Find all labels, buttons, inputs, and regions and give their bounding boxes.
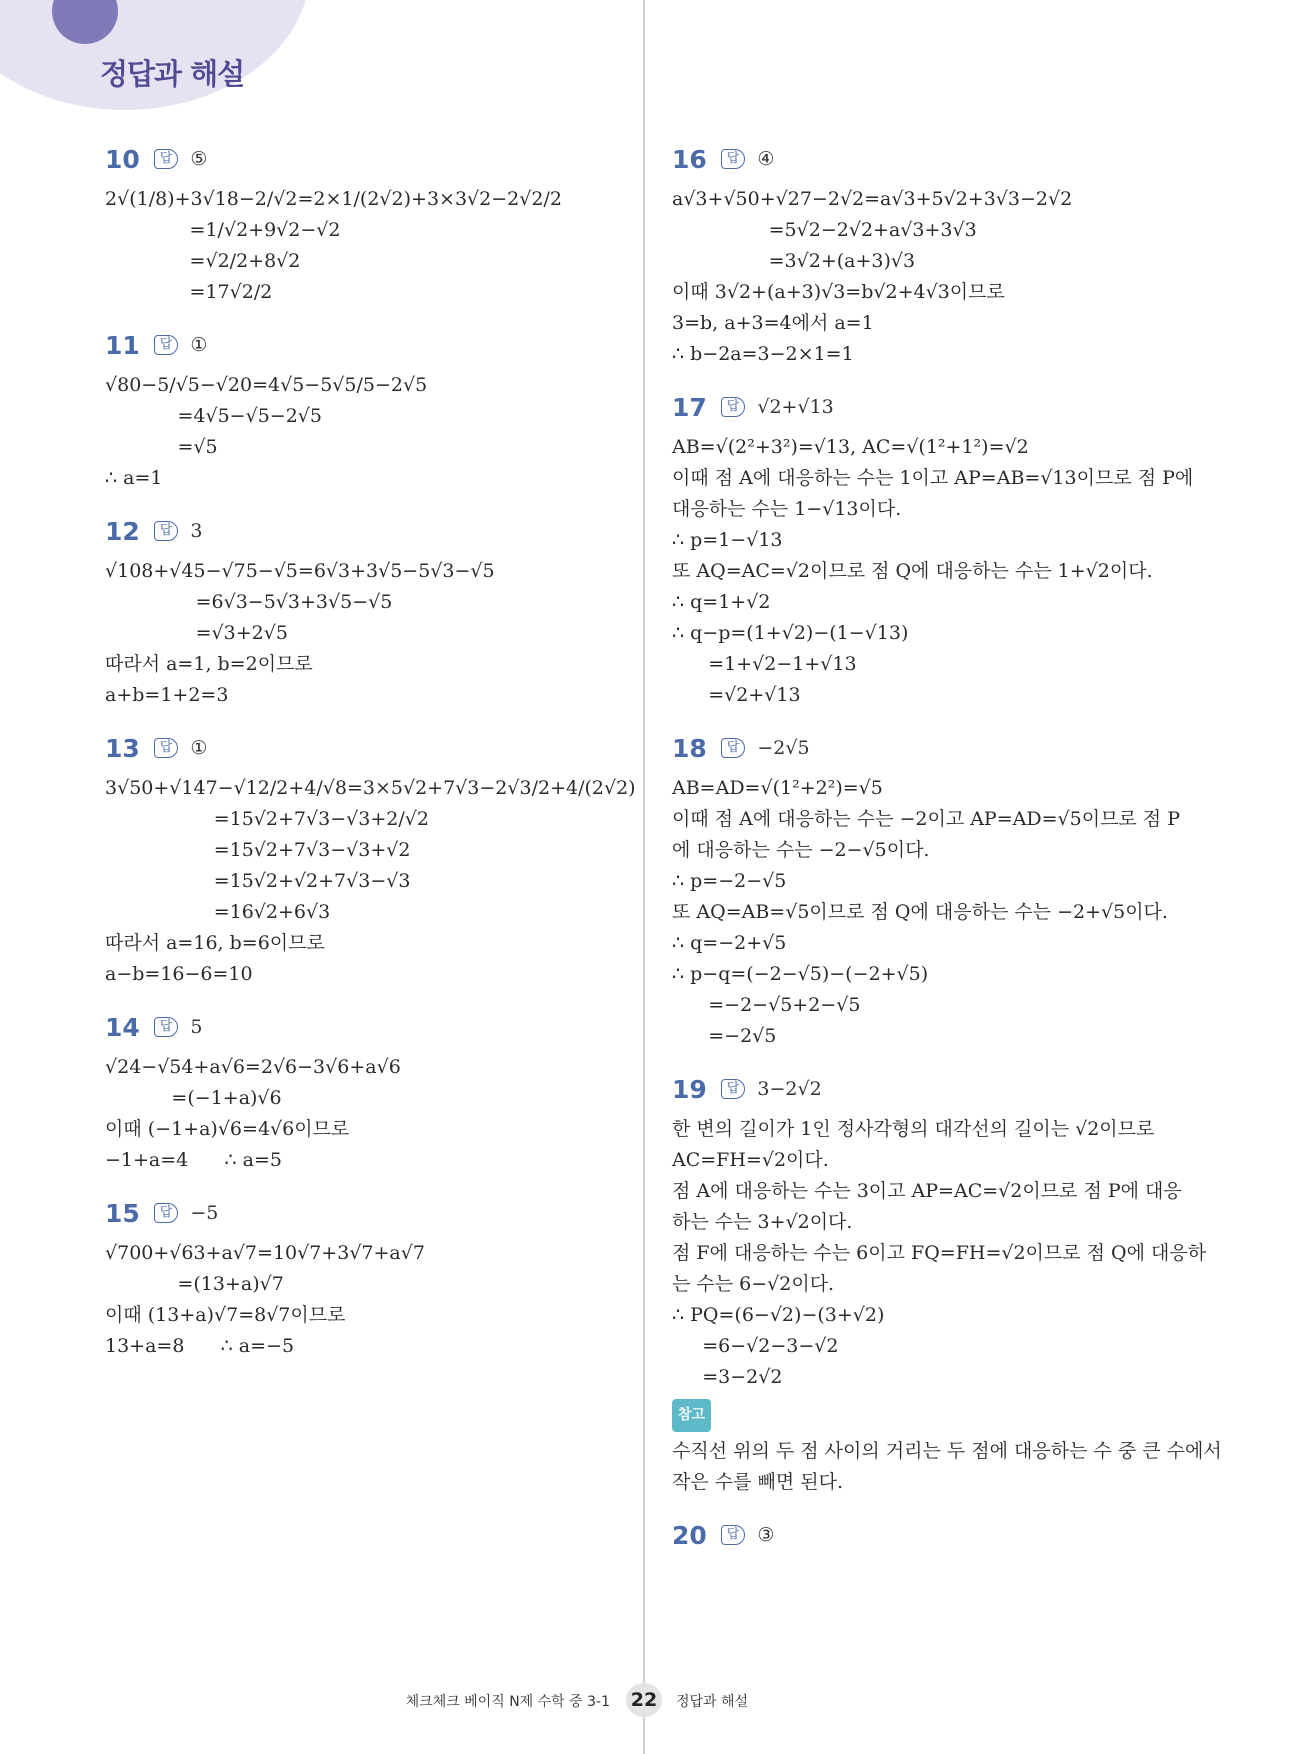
answer-value: −5 — [190, 1201, 219, 1224]
solution-line: 이때 점 A에 대응하는 수는 1이고 AP=AB=√13이므로 점 P에 — [672, 467, 1194, 489]
solution-line: 3=b, a+3=4에서 a=1 — [672, 312, 874, 334]
answer-value: ① — [190, 333, 208, 356]
problem-17 — [672, 388, 1192, 711]
solution-line: AC=FH=√2이다. — [672, 1149, 829, 1171]
solution-line: √24−√54+a√6=2√6−3√6+a√6 — [105, 1056, 401, 1078]
answer-tag: 답 — [154, 149, 179, 169]
page-title: 정답과 해설 — [100, 57, 245, 91]
problem-15 — [105, 1194, 625, 1362]
solution-line: −1+a=4 ∴ a=5 — [105, 1149, 282, 1171]
solution-line: √700+√63+a√7=10√7+3√7+a√7 — [105, 1242, 425, 1264]
solution-line: =−2√5 — [672, 1025, 777, 1047]
solution-line: a−b=16−6=10 — [105, 963, 253, 985]
solution-line: =17√2/2 — [105, 281, 273, 303]
problem-number: 20 — [672, 1520, 707, 1550]
problem-header — [672, 388, 1192, 426]
answer-value: −2√5 — [757, 736, 810, 759]
solution-line: =√2+√13 — [672, 684, 801, 706]
solution-line: AB=AD=√(1²+2²)=√5 — [672, 777, 883, 799]
problem-number: 15 — [105, 1198, 140, 1228]
solution-line: 하는 수는 3+√2이다. — [672, 1211, 853, 1233]
problem-header — [105, 1194, 625, 1232]
answer-tag: 답 — [154, 1017, 179, 1037]
solution-line: ∴ a=1 — [105, 467, 163, 489]
answer-tag: 답 — [721, 1079, 746, 1099]
solution-line: 3√50+√147−√12/2+4/√8=3×5√2+7√3−2√3/2+4/(2√2) — [105, 777, 636, 799]
answer-value: ① — [190, 736, 208, 759]
solution-line: √108+√45−√75−√5=6√3+3√5−5√3−√5 — [105, 560, 495, 582]
answer-value: ⑤ — [190, 147, 208, 170]
solution-line: 이때 (−1+a)√6=4√6이므로 — [105, 1118, 350, 1140]
solution-line: =6√3−5√3+3√5−√5 — [105, 591, 393, 613]
problem-number: 18 — [672, 733, 707, 763]
solution-line: =√3+2√5 — [105, 622, 288, 644]
solution-line: 이때 (13+a)√7=8√7이므로 — [105, 1304, 346, 1326]
solution-line: ∴ b−2a=3−2×1=1 — [672, 343, 854, 365]
solution-line: 이때 3√2+(a+3)√3=b√2+4√3이므로 — [672, 281, 1005, 303]
solution-line: =5√2−2√2+a√3+3√3 — [672, 219, 977, 241]
problem-header — [105, 729, 625, 767]
solution-line: 는 수는 6−√2이다. — [672, 1273, 835, 1295]
solution-line: ∴ p−q=(−2−√5)−(−2+√5) — [672, 963, 929, 985]
answer-value: √2+√13 — [757, 395, 834, 418]
solution-line: a+b=1+2=3 — [105, 684, 229, 706]
solution-line: =√5 — [105, 436, 218, 458]
problem-12 — [105, 512, 625, 711]
solution-line: 따라서 a=16, b=6이므로 — [105, 932, 325, 954]
problem-16 — [672, 140, 1192, 370]
answer-value: ③ — [757, 1523, 775, 1546]
right-column — [672, 140, 1222, 1572]
problem-number: 16 — [672, 144, 707, 174]
problem-19 — [672, 1070, 1222, 1498]
solution-line: a√3+√50+√27−2√2=a√3+5√2+3√3−2√2 — [672, 188, 1073, 210]
note-line: 수직선 위의 두 점 사이의 거리는 두 점에 대응하는 수 중 큰 수에서 — [672, 1440, 1222, 1462]
solution-line: =1/√2+9√2−√2 — [105, 219, 341, 241]
footer-book-title: 체크체크 베이직 N제 수학 중 3-1 — [405, 1694, 610, 1710]
problem-number: 11 — [105, 330, 140, 360]
answer-tag: 답 — [154, 738, 179, 758]
problem-number: 12 — [105, 516, 140, 546]
left-column — [105, 140, 636, 1380]
solution-line: 따라서 a=1, b=2이므로 — [105, 653, 313, 675]
solution-line: ∴ PQ=(6−√2)−(3+√2) — [672, 1304, 885, 1326]
solution-line: ∴ q=1+√2 — [672, 591, 771, 613]
solution-line: ∴ p=−2−√5 — [672, 870, 787, 892]
problem-10 — [105, 140, 625, 308]
problem-13 — [105, 729, 636, 990]
answer-value: ④ — [757, 147, 775, 170]
solution-line: =−2−√5+2−√5 — [672, 994, 861, 1016]
problem-header — [672, 1516, 1192, 1554]
problem-11 — [105, 326, 625, 494]
solution-line: ∴ q=−2+√5 — [672, 932, 787, 954]
solution-line: =15√2+7√3−√3+2/√2 — [105, 808, 429, 830]
footer — [0, 1683, 1300, 1717]
problem-header — [105, 1008, 625, 1046]
problem-number: 17 — [672, 392, 707, 422]
solution-line: =√2/2+8√2 — [105, 250, 301, 272]
solution-line: 대응하는 수는 1−√13이다. — [672, 498, 902, 520]
solution-line: 13+a=8 ∴ a=−5 — [105, 1335, 295, 1357]
problem-header — [105, 326, 625, 364]
solution-line: =(−1+a)√6 — [105, 1087, 282, 1109]
solution-line: =6−√2−3−√2 — [672, 1335, 839, 1357]
solution-line: 또 AQ=AC=√2이므로 점 Q에 대응하는 수는 1+√2이다. — [672, 560, 1153, 582]
solution-line: =15√2+√2+7√3−√3 — [105, 870, 411, 892]
problem-number: 19 — [672, 1074, 707, 1104]
solution-line: ∴ p=1−√13 — [672, 529, 783, 551]
answer-tag: 답 — [154, 521, 179, 541]
solution-line: =4√5−√5−2√5 — [105, 405, 322, 427]
solution-line: =(13+a)√7 — [105, 1273, 284, 1295]
answer-tag: 답 — [154, 335, 179, 355]
answer-tag: 답 — [721, 397, 746, 417]
solution-line: 점 F에 대응하는 수는 6이고 FQ=FH=√2이므로 점 Q에 대응하 — [672, 1242, 1207, 1264]
answer-tag: 답 — [721, 1525, 746, 1545]
solution-line: √80−5/√5−√20=4√5−5√5/5−2√5 — [105, 374, 428, 396]
solution-line: ∴ q−p=(1+√2)−(1−√13) — [672, 622, 909, 644]
page-number: 22 — [626, 1683, 662, 1717]
solution-line: =1+√2−1+√13 — [672, 653, 857, 675]
problem-header — [672, 729, 1192, 767]
answer-value: 3 — [190, 519, 203, 542]
solution-line: =3−2√2 — [672, 1366, 783, 1388]
answer-value: 3−2√2 — [757, 1077, 822, 1100]
answer-tag: 답 — [154, 1203, 179, 1223]
answer-tag: 답 — [721, 738, 746, 758]
answer-value: 5 — [190, 1015, 203, 1038]
footer-section: 정답과 해설 — [676, 1694, 749, 1710]
solution-line: 점 A에 대응하는 수는 3이고 AP=AC=√2이므로 점 P에 대응 — [672, 1180, 1182, 1202]
solution-line: 에 대응하는 수는 −2−√5이다. — [672, 839, 930, 861]
solution-line: =15√2+7√3−√3+√2 — [105, 839, 411, 861]
problem-number: 13 — [105, 733, 140, 763]
problem-14 — [105, 1008, 625, 1176]
solution-line: =16√2+6√3 — [105, 901, 331, 923]
solution-line: 한 변의 길이가 1인 정사각형의 대각선의 길이는 √2이므로 — [672, 1118, 1155, 1140]
note-badge: 참고 — [672, 1399, 711, 1432]
answer-tag: 답 — [721, 149, 746, 169]
solution-line: =3√2+(a+3)√3 — [672, 250, 916, 272]
problem-number: 10 — [105, 144, 140, 174]
problem-18 — [672, 729, 1192, 1052]
problem-header — [672, 140, 1192, 178]
solution-line: 또 AQ=AB=√5이므로 점 Q에 대응하는 수는 −2+√5이다. — [672, 901, 1168, 923]
solution-line: 2√(1/8)+3√18−2/√2=2×1/(2√2)+3×3√2−2√2/2 — [105, 188, 562, 210]
note-line: 작은 수를 빼면 된다. — [672, 1471, 843, 1493]
solution-line: 이때 점 A에 대응하는 수는 −2이고 AP=AD=√5이므로 점 P — [672, 808, 1180, 830]
problem-header — [105, 140, 625, 178]
problem-20 — [672, 1516, 1192, 1554]
solution-line: AB=√(2²+3²)=√13, AC=√(1²+1²)=√2 — [672, 436, 1029, 458]
problem-header — [105, 512, 625, 550]
problem-number: 14 — [105, 1012, 140, 1042]
problem-header — [672, 1070, 1192, 1108]
column-divider — [643, 0, 645, 1754]
